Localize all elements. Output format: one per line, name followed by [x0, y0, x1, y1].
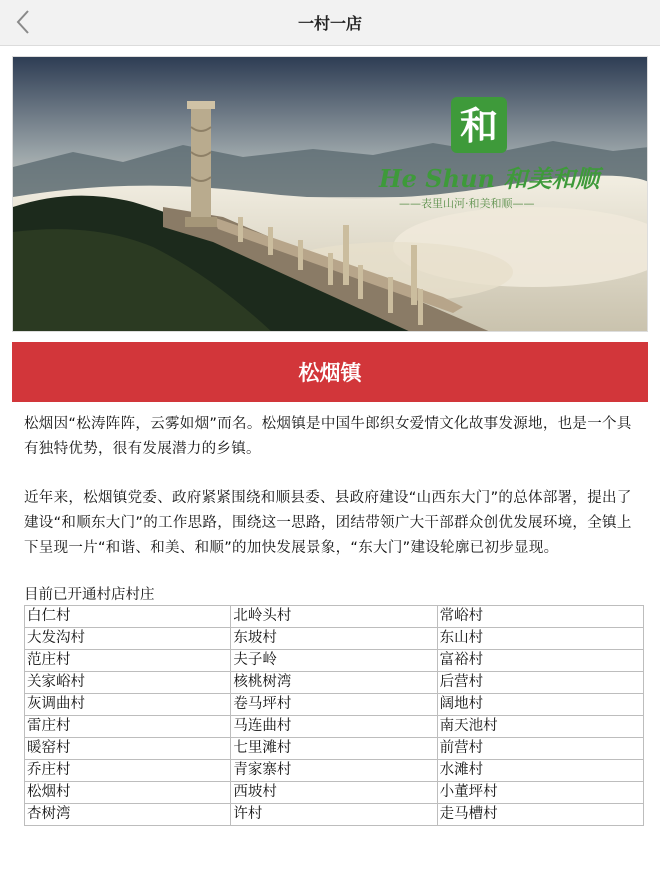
- hero-logo-script: He Shun 和美和顺: [379, 164, 600, 193]
- hero-image: [12, 56, 648, 332]
- village-cell: 水滩村: [437, 760, 643, 782]
- village-cell: 青家寨村: [231, 760, 437, 782]
- village-list-title: 目前已开通村店村庄: [24, 587, 155, 603]
- table-row: [25, 716, 644, 738]
- table-row: [25, 606, 644, 628]
- village-cell: 暖窑村: [25, 738, 231, 760]
- top-navigation-bar: [0, 0, 660, 46]
- village-cell: 许村: [231, 804, 437, 826]
- village-cell: 西坡村: [231, 782, 437, 804]
- village-cell: 南天池村: [437, 716, 643, 738]
- village-cell: 松烟村: [25, 782, 231, 804]
- village-cell: 灰调曲村: [25, 694, 231, 716]
- village-cell: 东坡村: [231, 628, 437, 650]
- village-cell: 范庄村: [25, 650, 231, 672]
- village-cell: 富裕村: [437, 650, 643, 672]
- table-row: [25, 650, 644, 672]
- village-cell: 七里滩村: [231, 738, 437, 760]
- village-cell: 杏树湾: [25, 804, 231, 826]
- village-cell: 东山村: [437, 628, 643, 650]
- development-paragraph: 近年来，松烟镇党委、政府紧紧围绕和顺县委、县政府建设“山西东大门”的总体部署，提出了建设“和顺东大门”的工作思路，围绕这一思路，团结带领广大干部群众创优发展环境，全镇上下呈现一片“和谐、和美、和顺”的加快发展景象，“东大门”建设轮廓已初步显现。: [24, 490, 632, 556]
- chevron-left-icon: [15, 9, 31, 35]
- village-cell: 卷马坪村: [231, 694, 437, 716]
- back-button[interactable]: [8, 6, 38, 38]
- village-cell: 大发沟村: [25, 628, 231, 650]
- village-cell: 关家峪村: [25, 672, 231, 694]
- village-cell: 乔庄村: [25, 760, 231, 782]
- village-cell: 夫子岭: [231, 650, 437, 672]
- town-banner: [12, 342, 648, 402]
- table-row: [25, 760, 644, 782]
- intro-paragraph: 松烟因“松涛阵阵，云雾如烟”而名。松烟镇是中国牛郎织女爱情文化故事发源地，也是一个具有独特优势，很有发展潜力的乡镇。: [24, 416, 632, 457]
- village-cell: 阔地村: [437, 694, 643, 716]
- table-row: [25, 738, 644, 760]
- table-row: [25, 694, 644, 716]
- svg-text:和: 和: [459, 103, 499, 148]
- table-row: [25, 672, 644, 694]
- village-cell: 常峪村: [437, 606, 643, 628]
- hero-logo-tagline: ——表里山河·和美和顺——: [399, 197, 535, 210]
- table-row: [25, 628, 644, 650]
- village-table: [24, 605, 644, 826]
- page-title: 一村一店: [297, 14, 362, 33]
- village-cell: 后营村: [437, 672, 643, 694]
- village-cell: 雷庄村: [25, 716, 231, 738]
- village-cell: 走马槽村: [437, 804, 643, 826]
- village-cell: 白仁村: [25, 606, 231, 628]
- village-cell: 核桃树湾: [231, 672, 437, 694]
- village-cell: 北岭头村: [231, 606, 437, 628]
- village-cell: 小董坪村: [437, 782, 643, 804]
- village-cell: 前营村: [437, 738, 643, 760]
- table-row: [25, 804, 644, 826]
- village-cell: 马连曲村: [231, 716, 437, 738]
- town-name: 松烟镇: [298, 361, 362, 385]
- table-row: [25, 782, 644, 804]
